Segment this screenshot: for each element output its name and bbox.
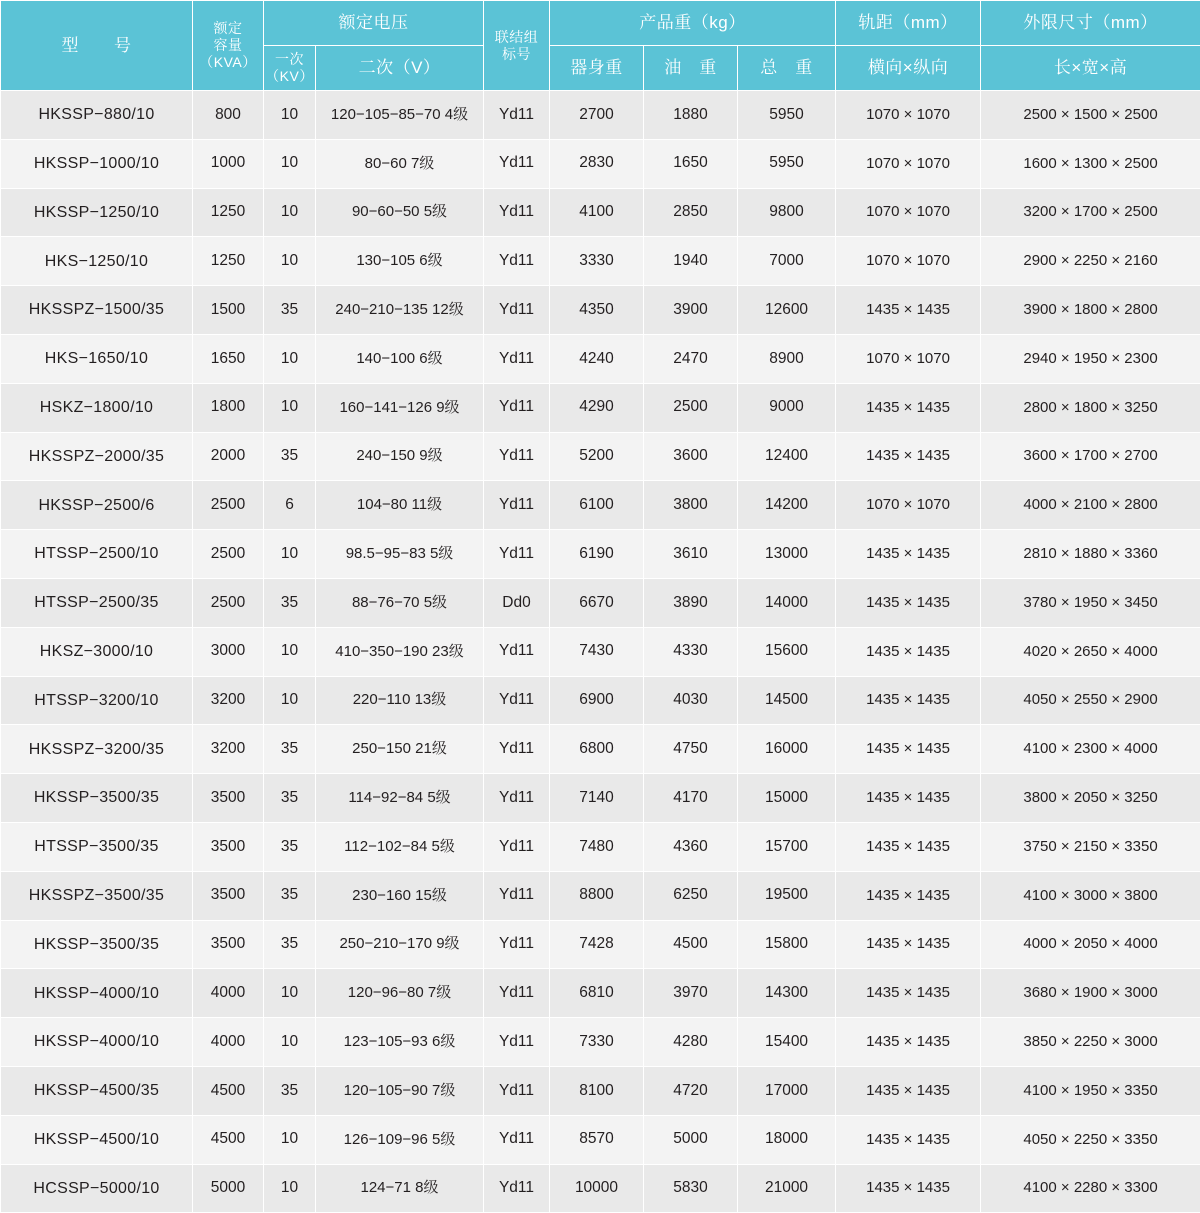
table-row: [1, 578, 1200, 627]
cell-kv: 35: [264, 920, 316, 969]
cell-oil: 5000: [644, 1115, 738, 1164]
cell-oil: 2500: [644, 383, 738, 432]
table-row: [1, 1115, 1200, 1164]
cell-kva: 2500: [193, 578, 264, 627]
table-row: [1, 676, 1200, 725]
header-capacity-line3: （KVA）: [193, 54, 263, 71]
cell-kv: 10: [264, 530, 316, 579]
cell-model: HKSSPZ−3500/35: [1, 871, 193, 920]
cell-kva: 1800: [193, 383, 264, 432]
cell-group: Yd11: [484, 725, 550, 774]
cell-dims: 4050 × 2550 × 2900: [981, 676, 1200, 725]
cell-kva: 800: [193, 91, 264, 140]
cell-v: 120−96−80 7级: [316, 969, 484, 1018]
cell-v: 240−150 9级: [316, 432, 484, 481]
cell-gauge: 1435 × 1435: [836, 1018, 981, 1067]
cell-group: Yd11: [484, 676, 550, 725]
cell-group: Dd0: [484, 578, 550, 627]
cell-body: 7330: [550, 1018, 644, 1067]
cell-gauge: 1435 × 1435: [836, 1164, 981, 1213]
cell-model: HSKZ−1800/10: [1, 383, 193, 432]
cell-kv: 10: [264, 627, 316, 676]
cell-group: Yd11: [484, 1115, 550, 1164]
cell-kv: 10: [264, 383, 316, 432]
cell-v: 124−71 8级: [316, 1164, 484, 1213]
cell-total: 14500: [738, 676, 836, 725]
cell-body: 5200: [550, 432, 644, 481]
cell-kv: 10: [264, 1115, 316, 1164]
cell-body: 2700: [550, 91, 644, 140]
cell-kv: 10: [264, 139, 316, 188]
table-row: [1, 627, 1200, 676]
cell-total: 7000: [738, 237, 836, 286]
cell-oil: 1650: [644, 139, 738, 188]
table-row: [1, 188, 1200, 237]
cell-total: 12600: [738, 286, 836, 335]
cell-oil: 4330: [644, 627, 738, 676]
cell-gauge: 1435 × 1435: [836, 578, 981, 627]
cell-model: HKSSP−4500/10: [1, 1115, 193, 1164]
cell-oil: 4750: [644, 725, 738, 774]
cell-gauge: 1435 × 1435: [836, 432, 981, 481]
cell-kv: 35: [264, 774, 316, 823]
cell-body: 6670: [550, 578, 644, 627]
cell-oil: 3970: [644, 969, 738, 1018]
cell-dims: 4050 × 2250 × 3350: [981, 1115, 1200, 1164]
cell-oil: 4030: [644, 676, 738, 725]
cell-oil: 3800: [644, 481, 738, 530]
cell-dims: 3850 × 2250 × 3000: [981, 1018, 1200, 1067]
cell-oil: 1880: [644, 91, 738, 140]
cell-v: 130−105 6级: [316, 237, 484, 286]
cell-oil: 2850: [644, 188, 738, 237]
header-primary-line2: （KV）: [264, 68, 315, 85]
cell-body: 6100: [550, 481, 644, 530]
cell-dims: 3680 × 1900 × 3000: [981, 969, 1200, 1018]
cell-group: Yd11: [484, 1164, 550, 1213]
header-primary-voltage: [264, 46, 316, 91]
cell-gauge: 1070 × 1070: [836, 91, 981, 140]
cell-model: HKSSP−4500/35: [1, 1066, 193, 1115]
cell-v: 120−105−90 7级: [316, 1066, 484, 1115]
cell-kv: 10: [264, 334, 316, 383]
table-row: [1, 481, 1200, 530]
cell-dims: 2800 × 1800 × 3250: [981, 383, 1200, 432]
cell-gauge: 1070 × 1070: [836, 334, 981, 383]
cell-v: 112−102−84 5级: [316, 822, 484, 871]
cell-body: 8100: [550, 1066, 644, 1115]
header-voltage: 额定电压: [264, 1, 484, 46]
cell-total: 5950: [738, 139, 836, 188]
cell-kva: 4000: [193, 969, 264, 1018]
cell-v: 160−141−126 9级: [316, 383, 484, 432]
cell-oil: 2470: [644, 334, 738, 383]
cell-v: 126−109−96 5级: [316, 1115, 484, 1164]
cell-oil: 1940: [644, 237, 738, 286]
cell-oil: 3900: [644, 286, 738, 335]
cell-group: Yd11: [484, 920, 550, 969]
cell-model: HKSSP−4000/10: [1, 969, 193, 1018]
cell-dims: 4100 × 2280 × 3300: [981, 1164, 1200, 1213]
cell-kva: 3200: [193, 676, 264, 725]
cell-total: 8900: [738, 334, 836, 383]
cell-total: 19500: [738, 871, 836, 920]
cell-kv: 10: [264, 969, 316, 1018]
cell-group: Yd11: [484, 481, 550, 530]
cell-v: 104−80 11级: [316, 481, 484, 530]
cell-body: 10000: [550, 1164, 644, 1213]
cell-kva: 1500: [193, 286, 264, 335]
cell-gauge: 1070 × 1070: [836, 139, 981, 188]
cell-gauge: 1070 × 1070: [836, 237, 981, 286]
cell-dims: 4020 × 2650 × 4000: [981, 627, 1200, 676]
cell-group: Yd11: [484, 432, 550, 481]
cell-model: HCSSP−5000/10: [1, 1164, 193, 1213]
cell-total: 18000: [738, 1115, 836, 1164]
cell-gauge: 1435 × 1435: [836, 822, 981, 871]
cell-total: 15400: [738, 1018, 836, 1067]
cell-body: 7428: [550, 920, 644, 969]
cell-v: 140−100 6级: [316, 334, 484, 383]
cell-total: 14300: [738, 969, 836, 1018]
cell-gauge: 1435 × 1435: [836, 774, 981, 823]
cell-kva: 3500: [193, 871, 264, 920]
cell-dims: 4000 × 2050 × 4000: [981, 920, 1200, 969]
cell-gauge: 1435 × 1435: [836, 676, 981, 725]
cell-gauge: 1435 × 1435: [836, 725, 981, 774]
cell-kv: 35: [264, 822, 316, 871]
cell-model: HKSSP−1250/10: [1, 188, 193, 237]
cell-kv: 10: [264, 676, 316, 725]
cell-v: 410−350−190 23级: [316, 627, 484, 676]
cell-body: 4290: [550, 383, 644, 432]
table-row: [1, 774, 1200, 823]
cell-total: 12400: [738, 432, 836, 481]
cell-oil: 6250: [644, 871, 738, 920]
cell-model: HKSSPZ−3200/35: [1, 725, 193, 774]
cell-group: Yd11: [484, 188, 550, 237]
table-row: [1, 871, 1200, 920]
cell-v: 250−150 21级: [316, 725, 484, 774]
table-row: [1, 91, 1200, 140]
header-capacity-line1: 额定: [193, 20, 263, 37]
table-row: [1, 286, 1200, 335]
cell-gauge: 1435 × 1435: [836, 383, 981, 432]
cell-oil: 5830: [644, 1164, 738, 1213]
table-row: [1, 1164, 1200, 1213]
cell-total: 5950: [738, 91, 836, 140]
header-total-weight: 总 重: [738, 46, 836, 91]
cell-body: 2830: [550, 139, 644, 188]
cell-dims: 4100 × 2300 × 4000: [981, 725, 1200, 774]
header-capacity-line2: 容量: [193, 37, 263, 54]
cell-oil: 4500: [644, 920, 738, 969]
cell-group: Yd11: [484, 286, 550, 335]
cell-body: 6900: [550, 676, 644, 725]
cell-kva: 3000: [193, 627, 264, 676]
cell-total: 15000: [738, 774, 836, 823]
cell-total: 15600: [738, 627, 836, 676]
cell-gauge: 1435 × 1435: [836, 920, 981, 969]
table-row: [1, 1066, 1200, 1115]
cell-kv: 35: [264, 286, 316, 335]
cell-gauge: 1435 × 1435: [836, 530, 981, 579]
cell-dims: 1600 × 1300 × 2500: [981, 139, 1200, 188]
cell-kva: 1650: [193, 334, 264, 383]
cell-dims: 2500 × 1500 × 2500: [981, 91, 1200, 140]
cell-kv: 35: [264, 1066, 316, 1115]
cell-model: HTSSP−3200/10: [1, 676, 193, 725]
cell-dims: 2810 × 1880 × 3360: [981, 530, 1200, 579]
cell-v: 240−210−135 12级: [316, 286, 484, 335]
cell-oil: 4280: [644, 1018, 738, 1067]
cell-oil: 4720: [644, 1066, 738, 1115]
cell-body: 6810: [550, 969, 644, 1018]
cell-v: 250−210−170 9级: [316, 920, 484, 969]
cell-kva: 3500: [193, 822, 264, 871]
cell-body: 3330: [550, 237, 644, 286]
cell-model: HKSSPZ−2000/35: [1, 432, 193, 481]
cell-body: 7480: [550, 822, 644, 871]
cell-total: 15800: [738, 920, 836, 969]
cell-total: 13000: [738, 530, 836, 579]
cell-model: HKSSP−4000/10: [1, 1018, 193, 1067]
table-body: [1, 91, 1200, 1213]
cell-oil: 3610: [644, 530, 738, 579]
cell-total: 14200: [738, 481, 836, 530]
table-row: [1, 1018, 1200, 1067]
cell-body: 7430: [550, 627, 644, 676]
cell-dims: 3750 × 2150 × 3350: [981, 822, 1200, 871]
cell-kv: 10: [264, 188, 316, 237]
cell-gauge: 1070 × 1070: [836, 481, 981, 530]
cell-body: 4240: [550, 334, 644, 383]
cell-kva: 5000: [193, 1164, 264, 1213]
cell-gauge: 1435 × 1435: [836, 1066, 981, 1115]
cell-kva: 2500: [193, 481, 264, 530]
cell-model: HKS−1650/10: [1, 334, 193, 383]
cell-kva: 4500: [193, 1115, 264, 1164]
cell-dims: 2940 × 1950 × 2300: [981, 334, 1200, 383]
cell-kv: 35: [264, 725, 316, 774]
header-connection-group: [484, 1, 550, 91]
table-row: [1, 920, 1200, 969]
cell-kv: 35: [264, 871, 316, 920]
table-row: [1, 237, 1200, 286]
table-row: [1, 530, 1200, 579]
cell-total: 17000: [738, 1066, 836, 1115]
cell-kva: 1250: [193, 188, 264, 237]
cell-group: Yd11: [484, 969, 550, 1018]
cell-group: Yd11: [484, 237, 550, 286]
cell-dims: 2900 × 2250 × 2160: [981, 237, 1200, 286]
cell-v: 90−60−50 5级: [316, 188, 484, 237]
cell-gauge: 1435 × 1435: [836, 871, 981, 920]
cell-v: 114−92−84 5级: [316, 774, 484, 823]
table-row: [1, 969, 1200, 1018]
cell-model: HTSSP−3500/35: [1, 822, 193, 871]
cell-total: 16000: [738, 725, 836, 774]
cell-body: 6190: [550, 530, 644, 579]
cell-group: Yd11: [484, 334, 550, 383]
cell-model: HKSSPZ−1500/35: [1, 286, 193, 335]
header-overall-size: 外限尺寸（mm）: [981, 1, 1200, 46]
cell-model: HKSSP−3500/35: [1, 774, 193, 823]
cell-body: 8800: [550, 871, 644, 920]
cell-kva: 2000: [193, 432, 264, 481]
cell-group: Yd11: [484, 1018, 550, 1067]
cell-group: Yd11: [484, 530, 550, 579]
cell-total: 9800: [738, 188, 836, 237]
header-primary-line1: 一次: [264, 51, 315, 68]
header-oil-weight: 油 重: [644, 46, 738, 91]
cell-dims: 3200 × 1700 × 2500: [981, 188, 1200, 237]
cell-oil: 3890: [644, 578, 738, 627]
header-secondary-voltage: 二次（V）: [316, 46, 484, 91]
header-product-weight: 产品重（kg）: [550, 1, 836, 46]
cell-v: 98.5−95−83 5级: [316, 530, 484, 579]
cell-group: Yd11: [484, 91, 550, 140]
table-row: [1, 334, 1200, 383]
header-body-weight: 器身重: [550, 46, 644, 91]
table-row: [1, 432, 1200, 481]
cell-model: HTSSP−2500/35: [1, 578, 193, 627]
cell-body: 7140: [550, 774, 644, 823]
cell-dims: 3800 × 2050 × 3250: [981, 774, 1200, 823]
cell-dims: 4100 × 1950 × 3350: [981, 1066, 1200, 1115]
cell-kva: 3500: [193, 774, 264, 823]
cell-total: 9000: [738, 383, 836, 432]
cell-dims: 4000 × 2100 × 2800: [981, 481, 1200, 530]
cell-kva: 4500: [193, 1066, 264, 1115]
cell-gauge: 1435 × 1435: [836, 969, 981, 1018]
cell-oil: 3600: [644, 432, 738, 481]
cell-group: Yd11: [484, 139, 550, 188]
cell-v: 220−110 13级: [316, 676, 484, 725]
cell-gauge: 1070 × 1070: [836, 188, 981, 237]
table-row: [1, 139, 1200, 188]
cell-kv: 10: [264, 1164, 316, 1213]
cell-kv: 10: [264, 91, 316, 140]
cell-model: HKS−1250/10: [1, 237, 193, 286]
cell-v: 120−105−85−70 4级: [316, 91, 484, 140]
cell-v: 230−160 15级: [316, 871, 484, 920]
cell-kva: 4000: [193, 1018, 264, 1067]
cell-kva: 3200: [193, 725, 264, 774]
table-header: [1, 1, 1200, 91]
cell-group: Yd11: [484, 383, 550, 432]
cell-dims: 4100 × 3000 × 3800: [981, 871, 1200, 920]
cell-model: HTSSP−2500/10: [1, 530, 193, 579]
cell-gauge: 1435 × 1435: [836, 627, 981, 676]
table-row: [1, 725, 1200, 774]
header-group-line2: 标号: [484, 46, 549, 63]
cell-kv: 6: [264, 481, 316, 530]
cell-model: HKSZ−3000/10: [1, 627, 193, 676]
cell-dims: 3600 × 1700 × 2700: [981, 432, 1200, 481]
header-gauge: 轨距（mm）: [836, 1, 981, 46]
cell-dims: 3780 × 1950 × 3450: [981, 578, 1200, 627]
cell-group: Yd11: [484, 822, 550, 871]
cell-kv: 35: [264, 578, 316, 627]
cell-group: Yd11: [484, 627, 550, 676]
cell-group: Yd11: [484, 1066, 550, 1115]
cell-model: HKSSP−1000/10: [1, 139, 193, 188]
cell-model: HKSSP−880/10: [1, 91, 193, 140]
cell-group: Yd11: [484, 774, 550, 823]
cell-kva: 2500: [193, 530, 264, 579]
header-model: 型 号: [1, 1, 193, 91]
header-group-line1: 联结组: [484, 29, 549, 46]
header-gauge-sub: 横向×纵向: [836, 46, 981, 91]
cell-kva: 3500: [193, 920, 264, 969]
cell-gauge: 1435 × 1435: [836, 286, 981, 335]
header-capacity: [193, 1, 264, 91]
cell-kv: 10: [264, 1018, 316, 1067]
cell-body: 4100: [550, 188, 644, 237]
cell-oil: 4170: [644, 774, 738, 823]
cell-total: 21000: [738, 1164, 836, 1213]
cell-body: 6800: [550, 725, 644, 774]
table-row: [1, 822, 1200, 871]
cell-total: 15700: [738, 822, 836, 871]
cell-kv: 35: [264, 432, 316, 481]
cell-group: Yd11: [484, 871, 550, 920]
cell-gauge: 1435 × 1435: [836, 1115, 981, 1164]
cell-kva: 1250: [193, 237, 264, 286]
cell-oil: 4360: [644, 822, 738, 871]
header-overall-sub: 长×宽×高: [981, 46, 1200, 91]
cell-v: 80−60 7级: [316, 139, 484, 188]
cell-body: 4350: [550, 286, 644, 335]
cell-kva: 1000: [193, 139, 264, 188]
table-row: [1, 383, 1200, 432]
cell-body: 8570: [550, 1115, 644, 1164]
cell-model: HKSSP−3500/35: [1, 920, 193, 969]
cell-total: 14000: [738, 578, 836, 627]
cell-v: 123−105−93 6级: [316, 1018, 484, 1067]
cell-v: 88−76−70 5级: [316, 578, 484, 627]
cell-model: HKSSP−2500/6: [1, 481, 193, 530]
cell-kv: 10: [264, 237, 316, 286]
cell-dims: 3900 × 1800 × 2800: [981, 286, 1200, 335]
